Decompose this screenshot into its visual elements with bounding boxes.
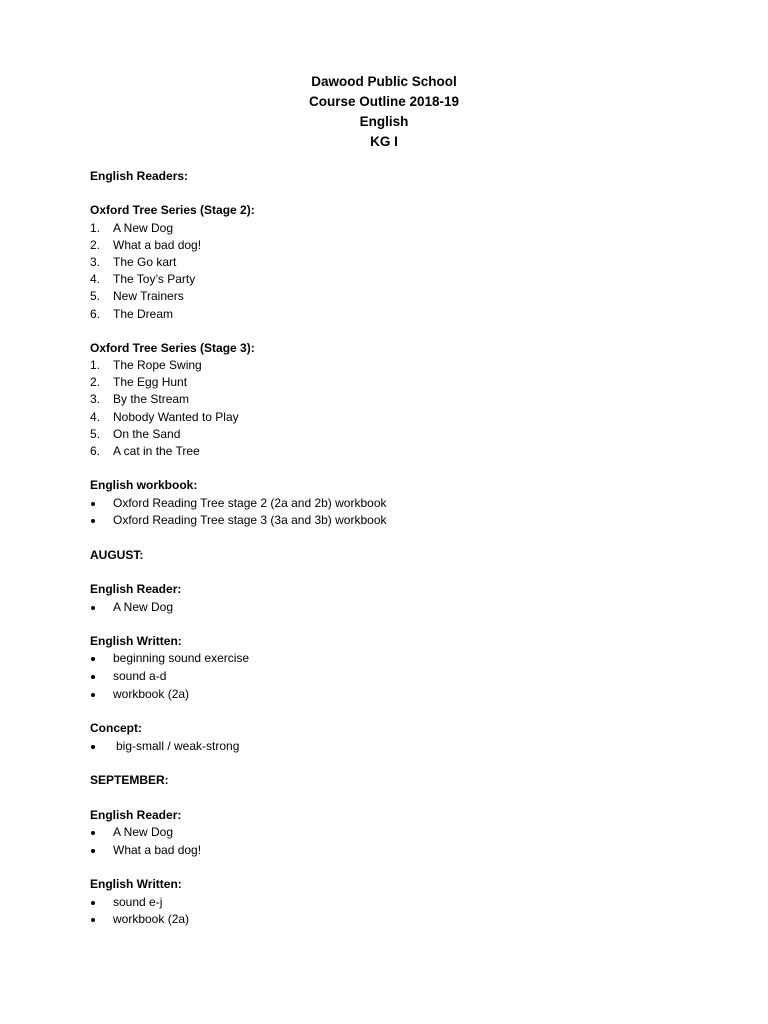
august-heading: AUGUST: bbox=[90, 547, 144, 562]
subject-title: English bbox=[359, 114, 409, 129]
list-item: sound a-d bbox=[90, 668, 730, 686]
september-written-heading: English Written: bbox=[90, 877, 182, 892]
list-item: 3. The Go kart bbox=[90, 254, 177, 269]
list-item: big-small / weak-strong bbox=[90, 738, 730, 756]
bullet-icon bbox=[90, 495, 113, 513]
list-item: 5. On the Sand bbox=[90, 426, 181, 441]
list-item: Oxford Reading Tree stage 3 (3a and 3b) workbook bbox=[90, 512, 730, 530]
list-item: What a bad dog! bbox=[90, 842, 730, 860]
september-written-list bbox=[90, 894, 730, 929]
course-outline-title: Course Outline 2018-19 bbox=[308, 94, 460, 109]
september-reader-heading: English Reader: bbox=[90, 807, 182, 822]
school-name: Dawood Public School bbox=[311, 74, 457, 89]
august-concept-list bbox=[90, 738, 730, 756]
september-reader-list bbox=[90, 824, 730, 859]
stage3-list bbox=[90, 357, 730, 460]
august-concept-heading: Concept: bbox=[90, 721, 142, 736]
list-item: 1. A New Dog bbox=[90, 220, 174, 235]
august-written-heading: English Written: bbox=[90, 634, 182, 649]
bullet-icon bbox=[90, 650, 113, 668]
list-item: sound e-j bbox=[90, 894, 730, 912]
list-item: beginning sound exercise bbox=[90, 650, 730, 668]
list-item: A New Dog bbox=[90, 599, 730, 617]
grade-title: KG I bbox=[370, 134, 398, 149]
stage3-heading: Oxford Tree Series (Stage 3): bbox=[90, 340, 255, 355]
august-reader-heading: English Reader: bbox=[90, 582, 182, 597]
bullet-icon bbox=[90, 512, 113, 530]
list-item: A New Dog bbox=[90, 824, 730, 842]
list-item: 4. The Toy’s Party bbox=[90, 272, 196, 287]
list-item: workbook (2a) bbox=[90, 911, 730, 929]
list-item: 6. A cat in the Tree bbox=[90, 444, 200, 458]
list-item: 1. The Rope Swing bbox=[90, 358, 202, 373]
list-item: workbook (2a) bbox=[90, 686, 730, 704]
list-item: 2. The Egg Hunt bbox=[90, 375, 188, 390]
workbook-list bbox=[90, 495, 730, 530]
bullet-icon bbox=[90, 842, 113, 860]
bullet-icon bbox=[90, 599, 113, 617]
list-item: Oxford Reading Tree stage 2 (2a and 2b) workbook bbox=[90, 495, 730, 513]
title-block bbox=[0, 72, 768, 152]
bullet-icon bbox=[90, 668, 113, 686]
september-heading: SEPTEMBER: bbox=[90, 773, 169, 788]
english-readers-heading: English Readers: bbox=[90, 169, 189, 183]
bullet-icon bbox=[90, 911, 113, 929]
august-written-list bbox=[90, 650, 730, 703]
bullet-icon bbox=[90, 686, 113, 704]
bullet-icon bbox=[90, 738, 113, 756]
august-reader-list bbox=[90, 599, 730, 617]
list-item: 6. The Dream bbox=[90, 306, 174, 321]
list-item: 2. What a bad dog! bbox=[90, 237, 202, 252]
stage2-list bbox=[90, 220, 730, 323]
document-body bbox=[90, 168, 730, 929]
list-item: 3. By the Stream bbox=[90, 392, 190, 407]
bullet-icon bbox=[90, 894, 113, 912]
list-item: 4. Nobody Wanted to Play bbox=[90, 409, 239, 424]
bullet-icon bbox=[90, 824, 113, 842]
workbook-heading: English workbook: bbox=[90, 478, 198, 493]
list-item: 5. New Trainers bbox=[90, 289, 184, 304]
stage2-heading: Oxford Tree Series (Stage 2): bbox=[90, 203, 255, 218]
